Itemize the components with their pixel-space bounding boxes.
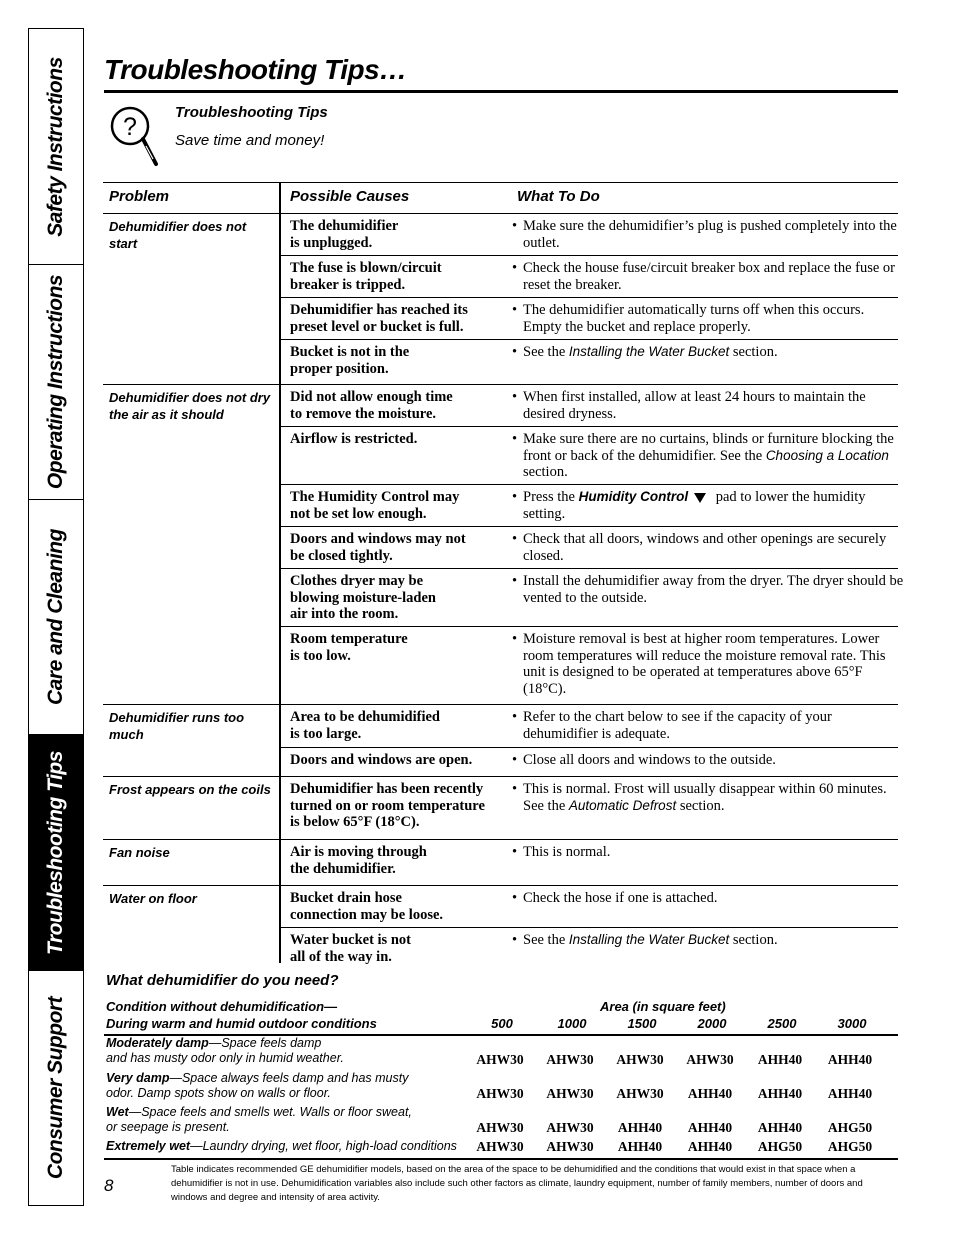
what-to-do: • Install the dehumidifier away from the dryer. The dryer should be vented to the outside.	[512, 573, 904, 606]
what-to-do: • Press the Humidity Control pad to lower the humidity setting.	[512, 489, 866, 522]
cause-row	[281, 627, 898, 704]
todo-text: section.	[729, 344, 778, 360]
tab-safety-instructions[interactable]	[29, 29, 83, 265]
tab-troubleshooting-tips[interactable]	[29, 735, 83, 971]
possible-cause: Doors and windows are open.	[290, 752, 473, 768]
recommended-model: AHW30	[546, 1120, 594, 1135]
problem-group	[103, 214, 898, 385]
possible-cause: Air is moving through the dehumidifier.	[290, 844, 427, 877]
header-causes: Possible Causes	[290, 188, 410, 205]
problem-label: Dehumidifier runs too much	[109, 710, 245, 742]
condition-text-line2: and has musty odor only in humid weather.	[106, 1051, 344, 1065]
condition-name: Moderately damp	[106, 1036, 209, 1050]
problem-group	[103, 840, 898, 886]
cause-row	[281, 340, 898, 384]
todo-text: Install the dehumidifier away from the dryer. The dryer should be vented to the outside.	[523, 573, 904, 606]
cause-row	[281, 886, 898, 928]
recommended-model: AHW30	[616, 1052, 664, 1067]
todo-text: This is normal. Frost will usually disappear within 60 minutes. See the	[523, 781, 887, 814]
tab-care-and-cleaning[interactable]	[29, 500, 83, 735]
area-size-header: 500	[491, 1016, 513, 1031]
todo-text: Make sure the dehumidifier’s plug is pushed completely into the outlet.	[523, 218, 897, 251]
todo-text: pad to lower the humidity setting.	[523, 489, 866, 522]
problem-label: Fan noise	[109, 845, 170, 860]
area-size-header: 2500	[767, 1016, 797, 1031]
recommended-model: AHH40	[827, 1052, 873, 1067]
section-reference: Installing the Water Bucket	[568, 932, 730, 947]
what-to-do: • Check the house fuse/circuit breaker box and replace the fuse or reset the breaker.	[512, 260, 896, 293]
recommended-model: AHG50	[827, 1120, 873, 1135]
todo-text: Check the hose if one is attached.	[523, 890, 718, 906]
capacity-rule-bottom	[104, 1158, 898, 1160]
cause-row	[281, 705, 898, 748]
todo-text: section.	[729, 932, 778, 948]
condition-text: —Laundry drying, wet floor, high-load conditions	[190, 1139, 457, 1153]
what-to-do: • This is normal.	[512, 844, 611, 860]
what-to-do: • Check that all doors, windows and other openings are securely closed.	[512, 531, 887, 564]
tab-label: Troubleshooting Tips	[44, 750, 67, 955]
condition-name: Extremely wet	[106, 1139, 191, 1153]
cause-row	[281, 928, 898, 963]
recommended-model: AHW30	[476, 1086, 524, 1101]
cause-row	[281, 214, 898, 256]
cause-row	[281, 527, 898, 569]
problem-group	[103, 777, 898, 840]
tab-label: Safety Instructions	[44, 56, 67, 237]
possible-cause: Did not allow enough time to remove the moisture.	[290, 389, 453, 422]
possible-cause: Doors and windows may not be closed tightly.	[290, 531, 466, 564]
recommended-model: AHH40	[757, 1086, 803, 1101]
area-size-header: 2000	[697, 1016, 727, 1031]
what-to-do: • Moisture removal is best at higher room temperatures. Lower room temperatures will reduce the moisture removal rate. This unit is designed to be operated at temperatures above 65°F (18°C).	[512, 631, 886, 697]
possible-cause: Airflow is restricted.	[290, 431, 418, 447]
recommended-model: AHW30	[616, 1086, 664, 1101]
recommended-model: AHW30	[546, 1052, 594, 1067]
possible-cause: Clothes dryer may be blowing moisture-laden air into the room.	[290, 573, 436, 622]
condition-text-line2: odor. Damp spots show on walls or floor.	[106, 1086, 331, 1100]
cause-row	[281, 777, 898, 839]
capacity-question: What dehumidifier do you need?	[106, 972, 339, 989]
tab-label: Operating Instructions	[44, 274, 67, 490]
area-header: Area (in square feet)	[600, 999, 726, 1014]
todo-text: Close all doors and windows to the outside.	[523, 752, 776, 768]
capacity-footnote: Table indicates recommended GE dehumidifier models, based on the area of the space to be dehumidified and the conditions that would exist in that space when a dehumidifier is not in use. Dehumidification variables also include such other factors as climate, laundry equipment, number of family members, number of doors and windows and degree and intensity of area activity.	[171, 1164, 863, 1203]
todo-text: Check that all doors, windows and other openings are securely closed.	[523, 531, 887, 564]
condition-text: —Space always feels damp and has musty	[169, 1071, 409, 1085]
area-size-header: 3000	[837, 1016, 867, 1031]
page-number: 8	[104, 1176, 114, 1195]
recommended-model: AHH40	[827, 1086, 873, 1101]
tagline: Save time and money!	[175, 132, 325, 149]
section-tabs	[28, 28, 84, 1206]
possible-cause: The dehumidifier is unplugged.	[290, 218, 399, 251]
recommended-model: AHG50	[827, 1139, 873, 1154]
possible-cause: Room temperature is too low.	[290, 631, 408, 664]
todo-text: See the	[523, 344, 569, 360]
possible-cause: Bucket is not in the proper position.	[290, 344, 410, 377]
subtitle: Troubleshooting Tips	[175, 104, 328, 121]
problem-group	[103, 385, 904, 705]
todo-text: section.	[523, 464, 568, 480]
header-problem: Problem	[109, 188, 170, 205]
section-reference: Installing the Water Bucket	[568, 344, 730, 359]
condition-header-line1: Condition without dehumidification—	[106, 999, 338, 1014]
question-magnifier-icon	[108, 104, 160, 170]
control-name: Humidity Control	[578, 489, 689, 504]
section-reference: Automatic Defrost	[568, 797, 677, 813]
recommended-model: AHH40	[687, 1086, 733, 1101]
todo-text: Refer to the chart below to see if the capacity of your dehumidifier is adequate.	[523, 709, 832, 742]
what-to-do: • This is normal. Frost will usually disappear within 60 minutes. See the Automatic Defrost section.	[512, 781, 887, 814]
recommended-model: AHW30	[476, 1139, 524, 1154]
possible-cause: The Humidity Control may not be set low enough.	[290, 489, 460, 522]
condition-description	[106, 1071, 408, 1101]
todo-text: Moisture removal is best at higher room temperatures. Lower room temperatures will reduce the moisture removal rate. This unit is designed to be operated at temperatures above 65°F (18°C).	[523, 631, 886, 697]
what-to-do: • Make sure the dehumidifier’s plug is pushed completely into the outlet.	[512, 218, 897, 251]
possible-cause: The fuse is blown/circuit breaker is tripped.	[290, 260, 442, 293]
cause-row	[281, 840, 898, 885]
recommended-model: AHH40	[757, 1052, 803, 1067]
down-arrow-icon	[694, 493, 706, 503]
possible-cause: Bucket drain hose connection may be loose.	[290, 890, 444, 923]
condition-description	[106, 1036, 344, 1066]
todo-text: section.	[676, 797, 725, 814]
todo-text: The dehumidifier automatically turns off when this occurs. Empty the bucket and replace properly.	[523, 302, 865, 335]
tab-label: Care and Cleaning	[44, 529, 67, 705]
condition-name: Very damp	[106, 1071, 170, 1085]
recommended-model: AHW30	[476, 1052, 524, 1067]
cause-row	[281, 427, 898, 485]
table-header-row	[103, 182, 898, 214]
svg-text:?: ?	[123, 113, 137, 141]
area-size-header: 1000	[557, 1016, 587, 1031]
recommended-model: AHW30	[476, 1120, 524, 1135]
page-title: Troubleshooting Tips…	[104, 54, 407, 85]
possible-cause: Water bucket is not all of the way in.	[290, 932, 411, 965]
recommended-model: AHW30	[546, 1086, 594, 1101]
what-to-do: • Check the hose if one is attached.	[512, 890, 718, 906]
recommended-model: AHH40	[617, 1139, 663, 1154]
what-to-do: • Close all doors and windows to the outside.	[512, 752, 776, 768]
todo-text: See the	[523, 932, 569, 948]
what-to-do: • When first installed, allow at least 24 hours to maintain the desired dryness.	[512, 389, 866, 422]
tab-consumer-support[interactable]	[29, 971, 83, 1204]
table-body	[103, 214, 904, 965]
what-to-do: • See the Installing the Water Bucket section.	[512, 932, 778, 948]
todo-text: Press the	[523, 489, 579, 505]
recommended-model: AHH40	[617, 1120, 663, 1135]
problem-label: Frost appears on the coils	[109, 782, 271, 797]
recommended-model: AHH40	[687, 1139, 733, 1154]
condition-description	[106, 1105, 412, 1135]
troubleshooting-table	[103, 182, 904, 965]
recommended-model: AHH40	[757, 1120, 803, 1135]
tab-label: Consumer Support	[44, 996, 67, 1179]
what-to-do: • Refer to the chart below to see if the capacity of your dehumidifier is adequate.	[512, 709, 832, 742]
recommended-model: AHH40	[687, 1120, 733, 1135]
cause-row	[281, 385, 898, 427]
possible-cause: Dehumidifier has reached its preset level or bucket is full.	[290, 302, 468, 335]
condition-text: —Space feels and smells wet. Walls or floor sweat,	[128, 1105, 412, 1119]
condition-description	[106, 1139, 457, 1154]
todo-text: When first installed, allow at least 24 hours to maintain the desired dryness.	[523, 389, 866, 422]
possible-cause: Area to be dehumidified is too large.	[290, 709, 440, 742]
problem-label: Dehumidifier does not start	[109, 219, 247, 251]
what-to-do: • The dehumidifier automatically turns off when this occurs. Empty the bucket and replace properly.	[512, 302, 865, 335]
recommended-model: AHW30	[686, 1052, 734, 1067]
problem-group	[103, 886, 898, 963]
recommended-model: AHG50	[757, 1139, 803, 1154]
header-todo: What To Do	[517, 188, 600, 205]
area-size-header: 1500	[627, 1016, 657, 1031]
condition-text-line2: or seepage is present.	[106, 1120, 230, 1134]
cause-row	[281, 256, 898, 298]
what-to-do: • Make sure there are no curtains, blinds or furniture blocking the front or back of the dehumidifier. See the Choosing a Location section.	[512, 431, 894, 480]
problem-label: Water on floor	[109, 891, 197, 906]
cause-row	[281, 748, 898, 776]
condition-header-line2: During warm and humid outdoor conditions	[106, 1016, 377, 1031]
condition-text: —Space feels damp	[208, 1036, 322, 1050]
todo-text: This is normal.	[523, 844, 611, 860]
possible-cause: Dehumidifier has been recently turned on or room temperature is below 65°F (18°C).	[290, 781, 485, 830]
cause-row	[281, 569, 904, 627]
todo-text: Make sure there are no curtains, blinds or furniture blocking the front or back of the dehumidifier. See the	[523, 431, 894, 464]
tab-operating-instructions[interactable]	[29, 265, 83, 500]
cause-row	[281, 298, 898, 340]
what-to-do: • See the Installing the Water Bucket section.	[512, 344, 778, 360]
condition-name: Wet	[106, 1105, 129, 1119]
section-reference: Choosing a Location	[765, 447, 889, 463]
cause-row	[281, 485, 898, 527]
todo-text: Check the house fuse/circuit breaker box and replace the fuse or reset the breaker.	[523, 260, 896, 293]
problem-group	[103, 705, 898, 777]
problem-label: Dehumidifier does not dry the air as it should	[109, 390, 271, 422]
recommended-model: AHW30	[546, 1139, 594, 1154]
title-rule	[104, 90, 898, 93]
